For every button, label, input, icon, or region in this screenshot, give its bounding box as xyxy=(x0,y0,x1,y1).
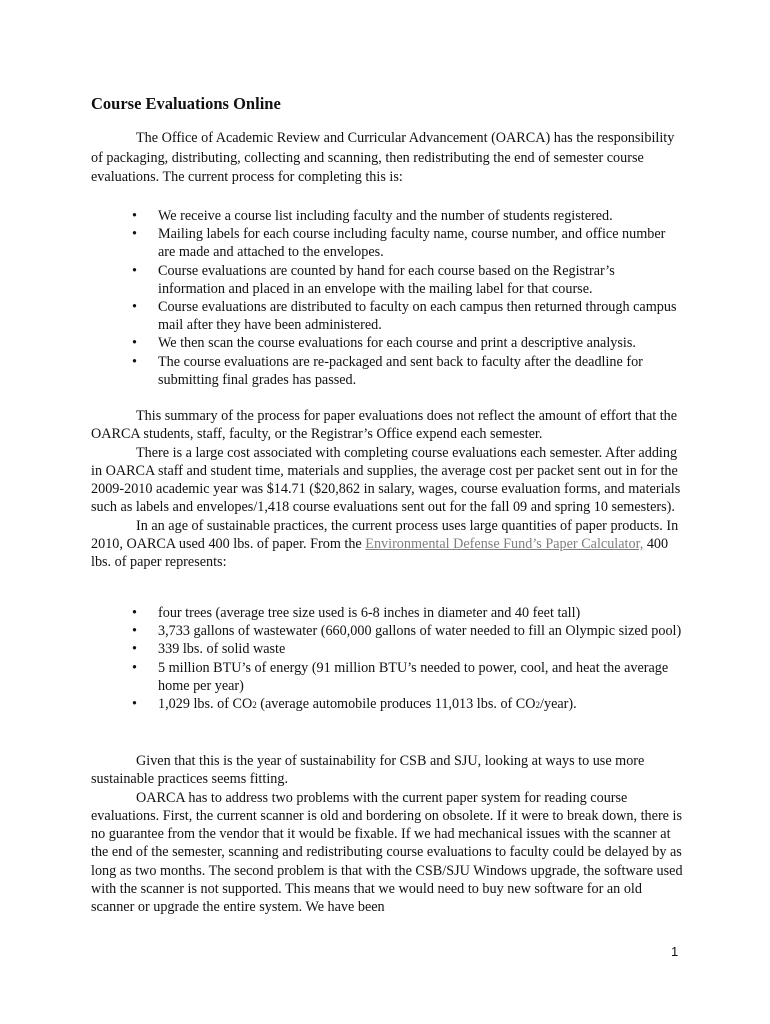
list-item-text: Mailing labels for each course including faculty name, course number, and office number are made and attached to the envelopes. xyxy=(158,226,666,261)
list-item xyxy=(132,659,683,695)
bullet-icon: • xyxy=(132,641,137,658)
list-item-text: 5 million BTU’s of energy (91 million BTU’s needed to power, cool, and heat the average home per year) xyxy=(158,659,669,694)
year-paragraph: Given that this is the year of sustainability for CSB and SJU, looking at ways to use more sustainable practices seems fitting. xyxy=(91,753,645,788)
page-number: 1 xyxy=(671,944,679,959)
co2-text: 1,029 lbs. of CO2 (average automobile produces 11,013 lbs. of CO2/year). xyxy=(158,696,577,713)
bullet-icon: • xyxy=(132,659,137,676)
problems-section xyxy=(91,752,683,917)
list-item xyxy=(132,207,683,225)
summary-paragraph: This summary of the process for paper evaluations does not reflect the amount of effort that the OARCA students, staff, faculty, or the Registrar’s Office expend each semester. xyxy=(91,408,678,443)
list-item-text: We receive a course list including faculty and the number of students registered. xyxy=(158,208,613,224)
bullet-icon: • xyxy=(132,623,137,640)
process-bullet-list xyxy=(132,207,683,389)
list-item-text: four trees (average tree size used is 6-8 inches in diameter and 40 feet tall) xyxy=(158,605,581,621)
bullet-icon: • xyxy=(132,262,137,279)
list-item-text: We then scan the course evaluations for each course and print a descriptive analysis. xyxy=(158,335,636,352)
intro-paragraph: The Office of Academic Review and Curricular Advancement (OARCA) has the responsibility of packaging, distributing, collecting and scanning, then redistributing the end of semester course evaluations. The current process for completing this is: xyxy=(91,130,675,185)
bullet-icon: • xyxy=(132,696,137,713)
list-item xyxy=(132,640,683,658)
sustainability-paragraph xyxy=(91,517,683,572)
paper-impact-bullet-list xyxy=(132,604,683,714)
list-item xyxy=(132,334,683,352)
list-item xyxy=(132,353,683,389)
list-item-text: Course evaluations are distributed to faculty on each campus then returned through campus mail after they have been administered. xyxy=(158,299,677,334)
intro-section xyxy=(91,129,683,188)
list-item xyxy=(132,695,683,714)
cost-section xyxy=(91,407,683,572)
sustainability-text-end: 400 lbs. of paper represents: xyxy=(91,536,669,571)
bullet-icon: • xyxy=(132,208,137,224)
cost-paragraph: There is a large cost associated with completing course evaluations each semester. After adding in OARCA staff and student time, materials and supplies, the average cost per packet sent out in for the 2009-2010 academic year was $14.71 ($20,862 in salary, wages, course evaluation forms, and materials such as labels and envelopes/1,418 course evaluations sent out for the fall 09 and spring 10 semesters). xyxy=(91,444,681,516)
list-item xyxy=(132,604,683,622)
list-item xyxy=(132,262,683,298)
list-item xyxy=(132,622,683,640)
list-item-text: 339 lbs. of solid waste xyxy=(158,641,286,658)
bullet-icon: • xyxy=(132,605,137,621)
list-item xyxy=(132,298,683,334)
bullet-icon: • xyxy=(132,353,137,370)
list-item-text: The course evaluations are re-packaged and sent back to faculty after the deadline for submitting final grades has passed. xyxy=(158,353,643,388)
bullet-icon: • xyxy=(132,226,137,243)
list-item xyxy=(132,225,683,261)
paper-calculator-link[interactable]: Environmental Defense Fund’s Paper Calculator, xyxy=(365,536,644,553)
list-item-text: 3,733 gallons of wastewater (660,000 gallons of water needed to fill an Olympic sized pool) xyxy=(158,623,682,640)
bullet-icon: • xyxy=(132,335,137,352)
document-title: Course Evaluations Online xyxy=(91,94,281,113)
problems-paragraph: OARCA has to address two problems with the current paper system for reading course evaluations. First, the current scanner is old and bordering on obsolete. If it were to break down, there is no guarantee from the vendor that it would be fixable. If we had mechanical issues with the scanner at the end of the semester, scanning and redistributing course evaluations to faculty could be delayed by as long as two months. The second problem is that with the CSB/SJU Windows upgrade, the software used with the scanner is not supported. This means that we would need to buy new software for an old scanner or upgrade the entire system. We have been xyxy=(91,789,683,916)
bullet-icon: • xyxy=(132,299,137,316)
list-item-text: Course evaluations are counted by hand for each course based on the Registrar’s information and placed in an envelope with the mailing label for that course. xyxy=(158,262,615,297)
sustainability-text-start: In an age of sustainable practices, the current process uses large quantities of paper products. In 2010, OARCA used 400 lbs. of paper. From the xyxy=(91,517,679,553)
